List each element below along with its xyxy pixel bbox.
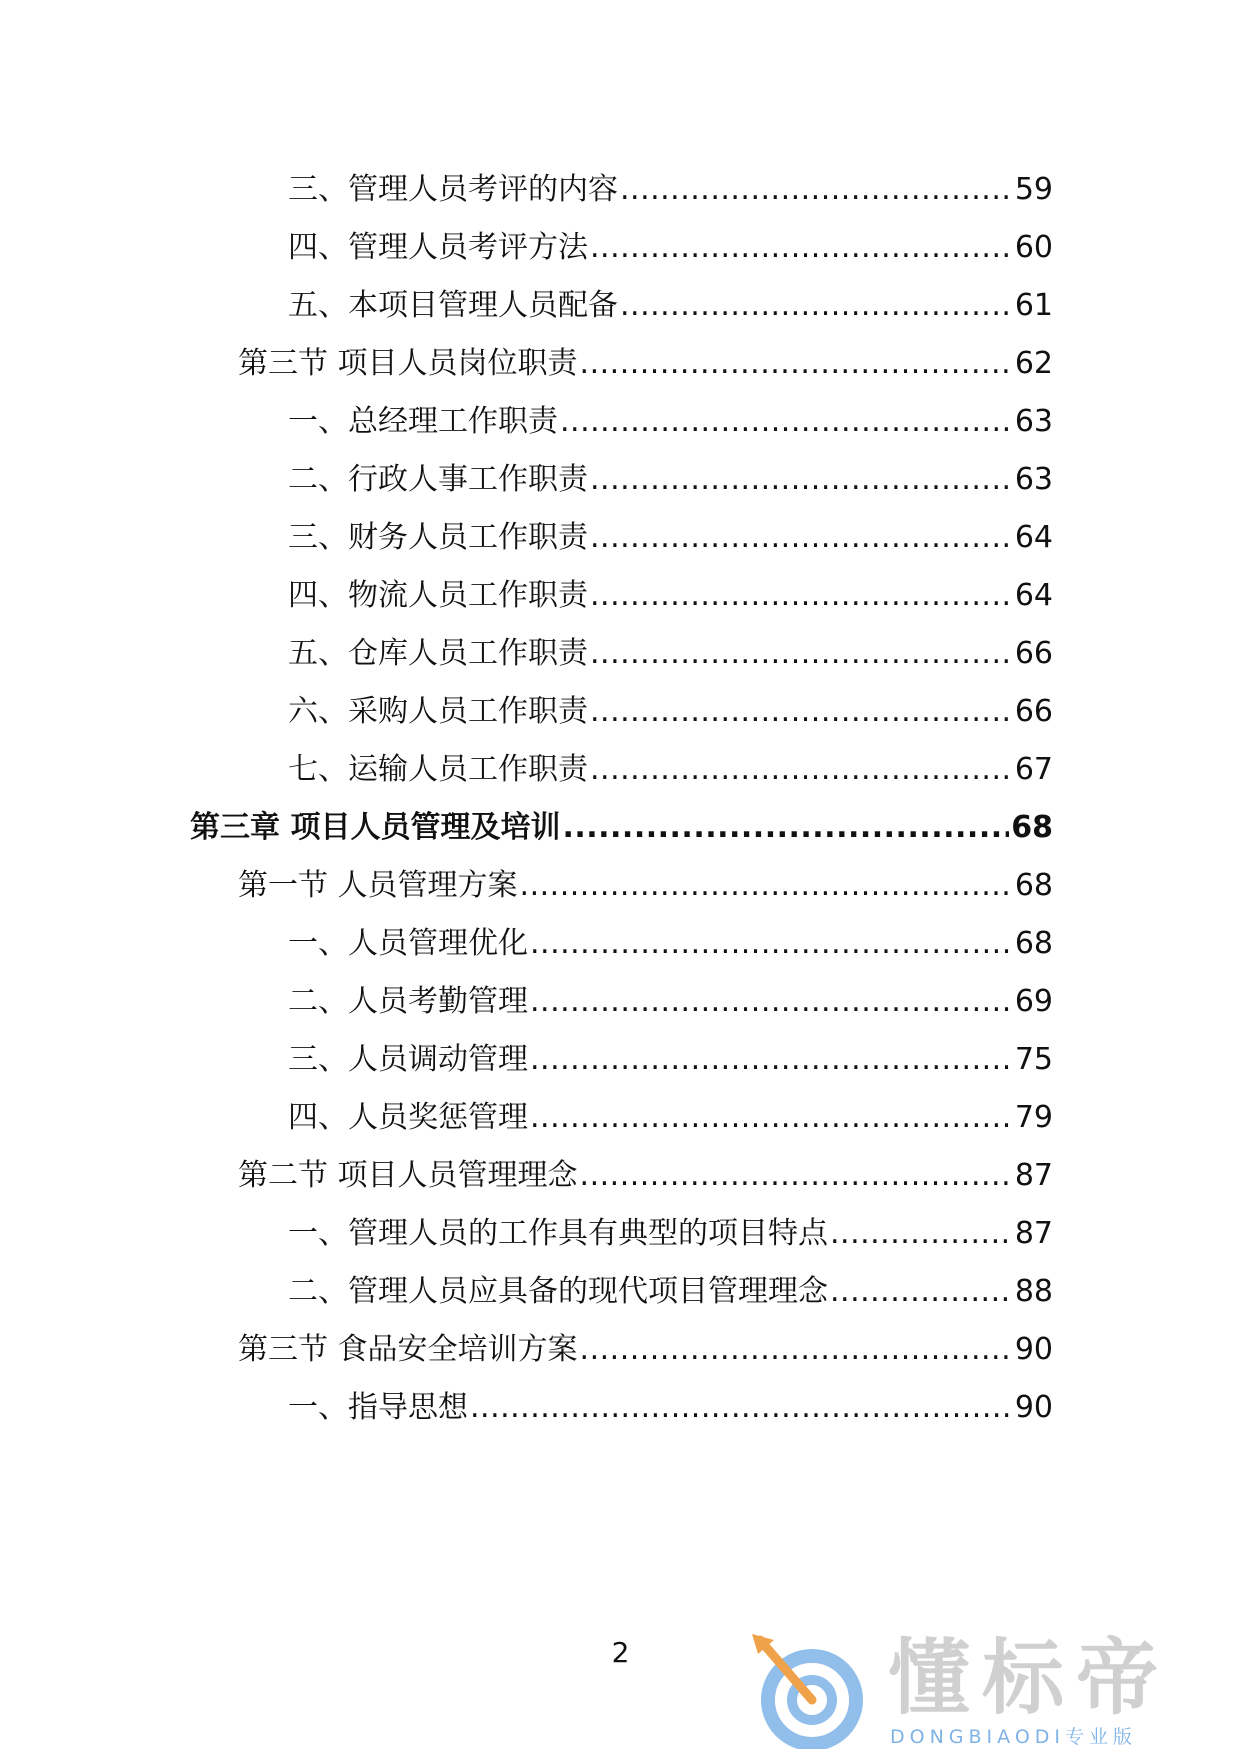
toc-dot-leader [560,402,1013,442]
toc-entry-title: 第二节 项目人员管理理念 [238,1158,578,1193]
toc-dot-leader [520,866,1013,906]
toc-entry[interactable] [288,1088,1053,1138]
toc-entry-page: 79 [1014,1100,1053,1135]
toc-entry[interactable] [288,1204,1053,1254]
toc-entry-title: 四、人员奖惩管理 [288,1100,528,1135]
toc-entry-title: 第三节 项目人员岗位职责 [238,346,578,381]
toc-entry-title: 第三章 项目人员管理及培训 [190,810,561,845]
toc-entry-title: 二、管理人员应具备的现代项目管理理念 [288,1274,828,1309]
toc-dot-leader [530,1040,1013,1080]
toc-entry-page: 66 [1014,694,1053,729]
toc-entry-title: 一、管理人员的工作具有典型的项目特点 [288,1216,828,1251]
watermark-brand-name: 懂标帝 [888,1631,1171,1726]
toc-entry-title: 二、行政人事工作职责 [288,462,588,497]
toc-entry-title: 二、人员考勤管理 [288,984,528,1019]
toc-entry[interactable] [288,392,1053,442]
toc-entry-page: 67 [1014,752,1053,787]
toc-dot-leader [530,924,1013,964]
toc-dot-leader [620,286,1013,326]
toc-entry-title: 七、运输人员工作职责 [288,752,588,787]
toc-entry-title: 五、仓库人员工作职责 [288,636,588,671]
toc-dot-leader [590,228,1013,268]
toc-entry-title: 三、管理人员考评的内容 [288,172,618,207]
toc-dot-leader [590,576,1013,616]
toc-entry[interactable] [288,682,1053,732]
toc-entry-title: 一、指导思想 [288,1390,468,1425]
toc-entry-page: 59 [1014,172,1053,207]
toc-entry[interactable] [288,1262,1053,1312]
toc-entry-page: 66 [1014,636,1053,671]
toc-dot-leader [530,1098,1013,1138]
toc-entry-page: 64 [1014,578,1053,613]
toc-entry[interactable] [288,914,1053,964]
toc-entry[interactable] [238,856,1053,906]
toc-dot-leader [580,1156,1013,1196]
toc-entry-title: 第一节 人员管理方案 [238,868,518,903]
toc-entry[interactable] [288,740,1053,790]
toc-entry-page: 68 [1014,926,1053,961]
toc-entry-page: 61 [1014,288,1053,323]
toc-entry[interactable] [288,972,1053,1022]
toc-entry[interactable] [288,450,1053,500]
toc-entry[interactable] [288,508,1053,558]
toc-entry[interactable] [288,1030,1053,1080]
toc-entry-title: 第三节 食品安全培训方案 [238,1332,578,1367]
toc-entry-title: 五、本项目管理人员配备 [288,288,618,323]
toc-dot-leader [830,1214,1013,1254]
toc-dot-leader [590,518,1013,558]
toc-entry-page: 69 [1014,984,1053,1019]
toc-dot-leader [580,344,1013,384]
toc-entry-page: 62 [1014,346,1053,381]
toc-dot-leader [590,634,1013,674]
toc-dot-leader [562,808,1009,848]
toc-entry[interactable] [288,624,1053,674]
toc-dot-leader [620,170,1013,210]
watermark [740,1631,1220,1749]
toc-entry-title: 四、管理人员考评方法 [288,230,588,265]
toc-entry-page: 63 [1014,404,1053,439]
toc-entry-page: 88 [1014,1274,1053,1309]
toc-entry-page: 63 [1014,462,1053,497]
toc-dot-leader [530,982,1013,1022]
toc-entry[interactable] [288,566,1053,616]
toc-entry-page: 68 [1011,810,1053,845]
toc-dot-leader [470,1388,1013,1428]
toc-entry[interactable] [288,218,1053,268]
toc-entry-title: 三、人员调动管理 [288,1042,528,1077]
toc-dot-leader [590,692,1013,732]
toc-dot-leader [590,460,1013,500]
toc-entry-page: 87 [1014,1216,1053,1251]
toc-entry-page: 87 [1014,1158,1053,1193]
toc-entry-title: 四、物流人员工作职责 [288,578,588,613]
toc-entry-title: 一、人员管理优化 [288,926,528,961]
toc-entry-page: 90 [1014,1390,1053,1425]
target-arrow-icon [740,1634,880,1749]
toc-entry[interactable] [288,160,1053,210]
toc-entry[interactable] [288,1378,1053,1428]
toc-entry[interactable] [288,276,1053,326]
toc-entry-page: 75 [1014,1042,1053,1077]
toc-dot-leader [580,1330,1013,1370]
toc-entry[interactable] [238,1146,1053,1196]
toc-chapter-entry[interactable] [190,798,1053,848]
watermark-subtitle: DONGBIAODI专业版 [890,1726,1138,1748]
toc-entry-page: 68 [1014,868,1053,903]
toc-entry-title: 三、财务人员工作职责 [288,520,588,555]
toc-entry-page: 60 [1014,230,1053,265]
toc-entry-title: 六、采购人员工作职责 [288,694,588,729]
toc-entry-title: 一、总经理工作职责 [288,404,558,439]
toc-dot-leader [830,1272,1013,1312]
page-number: 2 [611,1636,630,1669]
toc-dot-leader [590,750,1013,790]
toc-entry[interactable] [238,1320,1053,1370]
toc-entry-page: 90 [1014,1332,1053,1367]
toc-entry-page: 64 [1014,520,1053,555]
toc-entry[interactable] [238,334,1053,384]
